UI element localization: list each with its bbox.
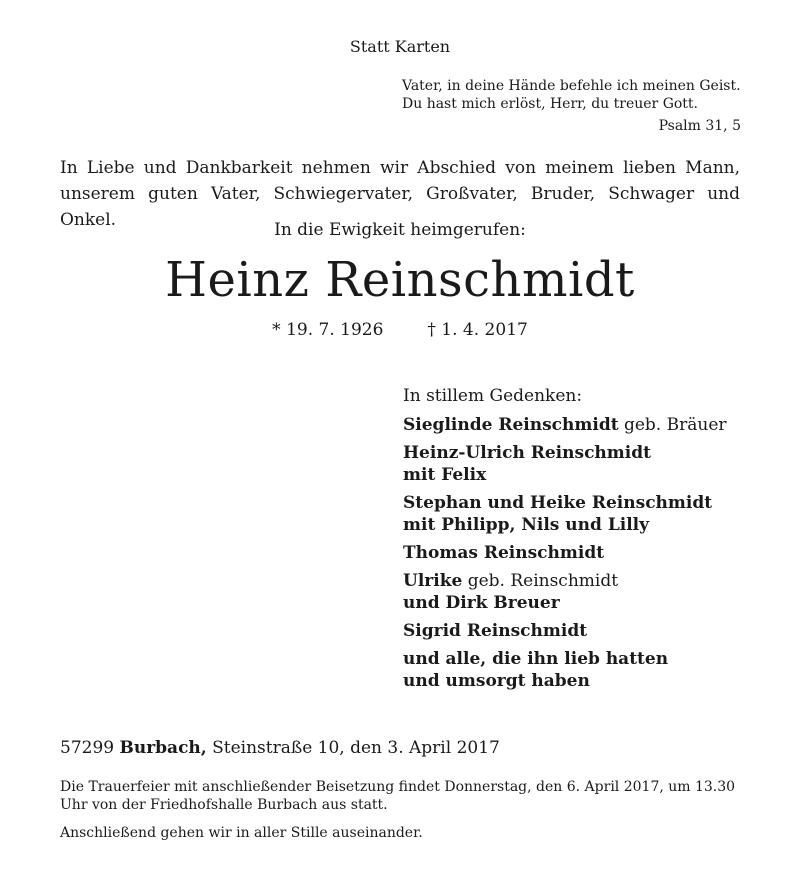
mourner-detail: und alle, die ihn lieb hatten xyxy=(403,649,669,669)
bible-verse-line-1: Vater, in deine Hände befehle ich meinen Geist. xyxy=(402,78,741,94)
ewigkeit-line: In die Ewigkeit heimgerufen: xyxy=(274,220,526,240)
mourners-list xyxy=(403,386,727,698)
mourner-name: Thomas Reinschmidt xyxy=(403,543,605,563)
verse-source: Psalm 31, 5 xyxy=(658,118,741,134)
zip-code: 57299 xyxy=(60,738,120,758)
funeral-note: Die Trauerfeier mit anschließender Beisetzung findet Donnerstag, den 6. April 2017, um 13.30 Uhr von der Friedhofshalle Burbach aus statt. xyxy=(60,779,736,813)
mourner-detail: mit Philipp, Nils und Lilly xyxy=(403,515,650,535)
address-date: Steinstraße 10, den 3. April 2017 xyxy=(206,738,500,758)
place-and-date xyxy=(60,738,500,758)
closing-note: Anschließend gehen wir in aller Stille auseinander. xyxy=(60,825,423,841)
mourner-name: Sigrid Reinschmidt xyxy=(403,621,588,641)
mourner-name: Ulrike xyxy=(403,571,463,591)
birth-date: * 19. 7. 1926 xyxy=(272,320,384,340)
mourner-group xyxy=(403,570,727,614)
mourner-detail: und umsorgt haben xyxy=(403,671,590,691)
city: Burbach, xyxy=(119,738,207,758)
mourner-detail: geb. Bräuer xyxy=(618,415,727,435)
mourner-name: Stephan und Heike Reinschmidt xyxy=(403,493,713,513)
mourner-detail: geb. Reinschmidt xyxy=(462,571,619,591)
statt-karten: Statt Karten xyxy=(349,37,451,56)
mourner-detail: und Dirk Breuer xyxy=(403,593,560,613)
mourner-group xyxy=(403,492,727,536)
mourner-group xyxy=(403,620,727,642)
death-date: † 1. 4. 2017 xyxy=(427,320,528,340)
mourner-group xyxy=(403,414,727,436)
mourner-group xyxy=(403,542,727,564)
mourner-group xyxy=(403,442,727,486)
bible-verse-line-2: Du hast mich erlöst, Herr, du treuer Gott. xyxy=(402,96,699,112)
intro-text: In Liebe und Dankbarkeit nehmen wir Abschied von meinem lieben Mann, unserem guten Vater, Schwiegervater, Großvater, Bruder, Schwager und Onkel. xyxy=(60,158,740,230)
mourner-name: Sieglinde Reinschmidt xyxy=(403,415,619,435)
mourner-name: Heinz-Ulrich Reinschmidt xyxy=(403,443,651,463)
life-dates xyxy=(0,320,800,340)
mourners-heading: In stillem Gedenken: xyxy=(403,386,583,406)
deceased-name: Heinz Reinschmidt xyxy=(165,252,635,308)
mourner-group xyxy=(403,648,727,692)
mourner-detail: mit Felix xyxy=(403,465,487,485)
